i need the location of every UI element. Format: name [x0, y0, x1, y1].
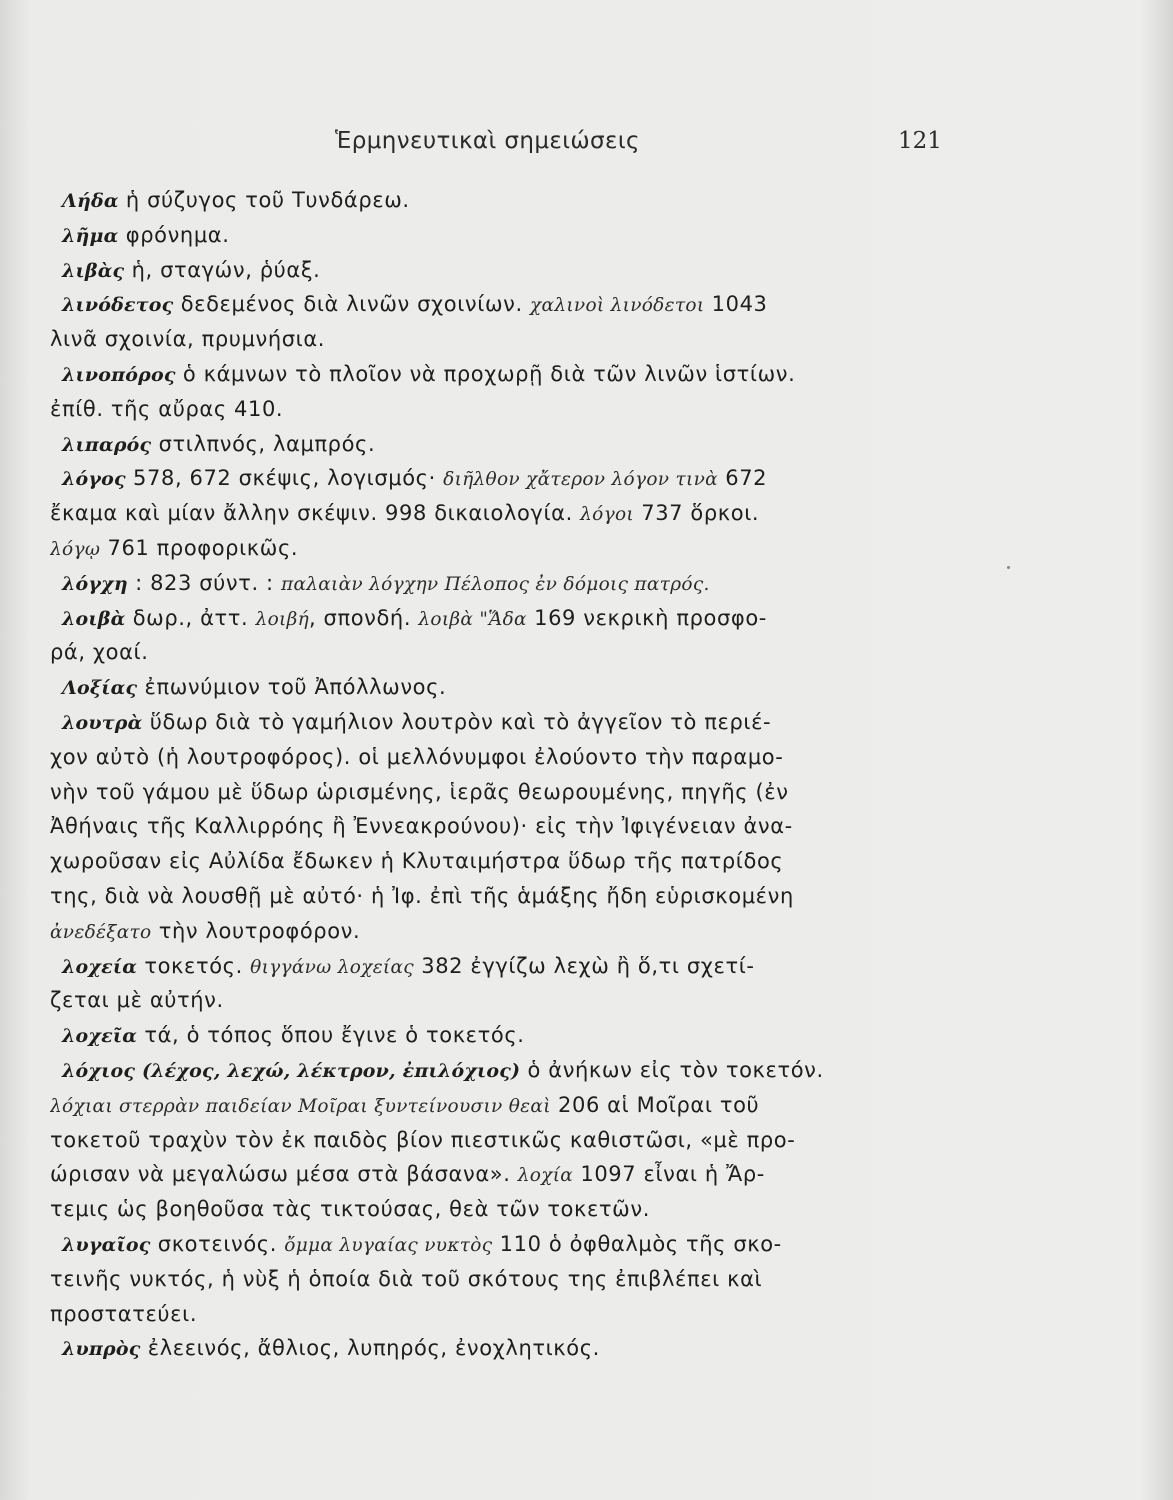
gloss-text: ζεται μὲ αὐτήν.	[50, 988, 224, 1013]
gloss-text: τὴν λουτροφόρον.	[151, 918, 361, 943]
gloss-text: προστατεύει.	[50, 1301, 198, 1326]
text-line	[50, 218, 975, 253]
gloss-text: στιλπνός, λαμπρός.	[151, 431, 376, 456]
gloss-text: τοκετός.	[137, 953, 251, 978]
gloss-text: 672	[717, 466, 768, 491]
lemma-headword: λῆμα	[62, 224, 119, 247]
text-line	[50, 253, 975, 288]
gloss-text: τεινῆς νυκτός, ἡ νὺξ ἡ ὁποία διὰ τοῦ σκότους της ἐπιβλέπει καὶ	[50, 1266, 763, 1291]
page-number: 121	[898, 128, 942, 154]
lemma-headword: λυπρὸς	[62, 1338, 141, 1361]
gloss-text: 578, 672 σκέψις, λογισμός·	[125, 466, 444, 491]
text-line	[50, 1123, 975, 1158]
lemma-headword: λιπαρός	[62, 433, 152, 456]
lemma-headword: λόχιος (λέχος, λεχώ, λέκτρον, ἐπιλόχιος)	[62, 1059, 521, 1082]
gloss-text: νὴν τοῦ γάμου μὲ ὕδωρ ὡρισμένης, ἱερᾶς θεωρουμένης, πηγῆς (ἐν	[50, 779, 789, 804]
quoted-greek: λόχιαι στερρὰν παιδείαν Μοῖραι ξυντείνουσιν θεαὶ	[50, 1095, 551, 1117]
text-line	[50, 740, 975, 775]
gloss-text: χον αὐτὸ (ἡ λουτροφόρος). οἱ μελλόνυμφοι ἐλούοντο τὴν παραμο-	[50, 744, 784, 769]
text-line	[50, 983, 975, 1018]
text-line	[50, 1053, 975, 1088]
gloss-text: δωρ., ἀττ.	[125, 605, 256, 630]
text-line	[50, 1157, 975, 1192]
text-line	[50, 949, 975, 984]
gloss-text: 1043	[704, 292, 768, 317]
lemma-headword: λοχεία	[62, 955, 138, 978]
lemma-headword: Λήδα	[62, 190, 119, 212]
quoted-greek: παλαιὰν λόγχην Πέλοπος ἐν δόμοις πατρός.	[280, 573, 710, 595]
text-line	[50, 427, 975, 462]
text-line	[50, 287, 975, 322]
text-line	[50, 357, 975, 392]
text-line	[50, 1192, 975, 1227]
text-line	[50, 844, 975, 879]
text-line	[50, 1262, 975, 1297]
gloss-text: ὁ κάμνων τὸ πλοῖον νὰ προχωρῇ διὰ τῶν λινῶν ἱστίων.	[175, 361, 796, 386]
lemma-headword: λοχεῖα	[62, 1025, 138, 1048]
gloss-text: 1097 εἶναι ἡ Ἄρ-	[573, 1162, 765, 1187]
text-line	[50, 809, 975, 844]
gloss-text: ώρισαν νὰ μεγαλώσω μέσα στὰ βάσανα».	[50, 1162, 518, 1187]
text-line	[50, 1227, 975, 1262]
lemma-headword: λόγος	[62, 468, 126, 491]
gloss-text: ἔκαμα καὶ μίαν ἄλλην σκέψιν. 998 δικαιολογία.	[50, 501, 581, 526]
text-line	[50, 670, 975, 705]
quoted-greek: λοιβὰ "Ἅδα	[418, 608, 527, 630]
text-line	[50, 461, 975, 496]
text-line	[50, 1297, 975, 1332]
gloss-text: λινᾶ σχοινία, πρυμνήσια.	[50, 327, 326, 352]
lemma-headword: λινόδετος	[62, 294, 174, 317]
text-line	[50, 775, 975, 810]
gloss-text: τοκετοῦ τραχὺν τὸν ἐκ παιδὸς βίον πιεστικῶς καθιστῶσι, «μὲ προ-	[50, 1127, 796, 1152]
quoted-greek: διῆλθον χἄτερον λόγον τινὰ	[443, 469, 718, 491]
lemma-headword: λουτρὰ	[62, 711, 143, 734]
gloss-text: ὁ ἀνήκων εἰς τὸν τοκετόν.	[520, 1057, 824, 1082]
text-line	[50, 1088, 975, 1123]
gloss-text: της, διὰ νὰ λουσθῇ μὲ αὐτό· ἡ Ἰφ. ἐπὶ τῆς ἁμάξης ἤδη εὑρισκομένη	[50, 883, 794, 908]
lemma-headword: λόγχη	[62, 572, 128, 595]
lemma-headword: λοιβὰ	[62, 607, 126, 630]
glossary-body	[50, 183, 975, 1366]
gloss-text: σκοτεινός.	[150, 1231, 285, 1256]
quoted-greek: χαλινοὶ λινόδετοι	[530, 295, 705, 317]
gloss-text: ἐλεεινός, ἄθλιος, λυπηρός, ἐνοχλητικός.	[140, 1336, 600, 1361]
quoted-greek: ἀνεδέξατο	[50, 921, 152, 943]
lemma-headword: λυγαῖος	[62, 1233, 151, 1256]
text-line	[50, 635, 975, 670]
text-line	[50, 879, 975, 914]
lemma-headword: Λοξίας	[62, 677, 138, 700]
quoted-greek: λόγοι	[580, 504, 634, 526]
text-line	[50, 914, 975, 949]
text-line	[50, 1018, 975, 1053]
running-head-title: Ἑρμηνευτικαὶ σημειώσεις	[335, 128, 640, 154]
gloss-text: τεμις ὡς βοηθοῦσα τὰς τικτούσας, θεὰ τῶν τοκετῶν.	[50, 1197, 650, 1222]
text-line	[50, 566, 975, 601]
gloss-text: 169 νεκρικὴ προσφο-	[526, 605, 767, 630]
gloss-text: ἐπίθ. τῆς αὔρας 410.	[50, 396, 284, 421]
paper-speck	[1007, 566, 1010, 569]
lemma-headword: λινοπόρος	[62, 363, 176, 386]
gloss-text: ἡ σύζυγος τοῦ Τυνδάρεω.	[118, 188, 410, 212]
gloss-text: 206 αἱ Μοῖραι τοῦ	[550, 1092, 760, 1117]
gloss-text: φρόνημα.	[118, 222, 230, 247]
text-line	[50, 496, 975, 531]
gloss-text: Ἀθήναις τῆς Καλλιρρόης ἢ Ἐννεακρούνου)· εἰς τὴν Ἰφιγένειαν ἀνα-	[50, 814, 793, 839]
quoted-greek: λοχία	[517, 1165, 574, 1187]
gloss-text: δεδεμένος διὰ λινῶν σχοινίων.	[173, 292, 531, 317]
gloss-text: ρά, χοαί.	[50, 640, 149, 665]
text-line	[50, 392, 975, 427]
gloss-text: 737 ὅρκοι.	[633, 501, 760, 526]
gloss-text: 382 ἐγγίζω λεχὼ ἢ ὅ,τι σχετί-	[413, 953, 755, 978]
running-head	[0, 128, 1173, 164]
quoted-greek: θιγγάνω λοχείας	[250, 956, 414, 978]
text-line	[50, 183, 975, 218]
lemma-headword: λιβὰς	[62, 259, 125, 282]
gloss-text: 110 ὁ ὀφθαλμὸς τῆς σκο-	[492, 1231, 782, 1256]
gloss-text: ἐπωνύμιον τοῦ Ἀπόλλωνος.	[137, 675, 447, 700]
quoted-greek: λόγῳ	[50, 538, 101, 560]
quoted-greek: λοιβή	[255, 608, 309, 630]
text-line	[50, 1331, 975, 1366]
text-line	[50, 705, 975, 740]
text-line	[50, 531, 975, 566]
gloss-text: χωροῦσαν εἰς Αὐλίδα ἔδωκεν ἡ Κλυταιμήστρα ὕδωρ τῆς πατρίδος	[50, 849, 784, 874]
gloss-text: : 823 σύντ. :	[127, 570, 281, 595]
text-line	[50, 601, 975, 636]
gloss-text: , σπονδή.	[309, 605, 419, 630]
gloss-text: 761 προφορικῶς.	[100, 535, 299, 560]
text-line	[50, 322, 975, 357]
gloss-text: τά, ὁ τόπος ὅπου ἔγινε ὁ τοκετός.	[137, 1023, 525, 1048]
quoted-greek: ὄμμα λυγαίας νυκτὸς	[284, 1234, 493, 1256]
gloss-text: ἡ, σταγών, ῥύαξ.	[124, 257, 321, 282]
gloss-text: ὕδωρ διὰ τὸ γαμήλιον λουτρὸν καὶ τὸ ἀγγεῖον τὸ περιέ-	[142, 709, 772, 734]
